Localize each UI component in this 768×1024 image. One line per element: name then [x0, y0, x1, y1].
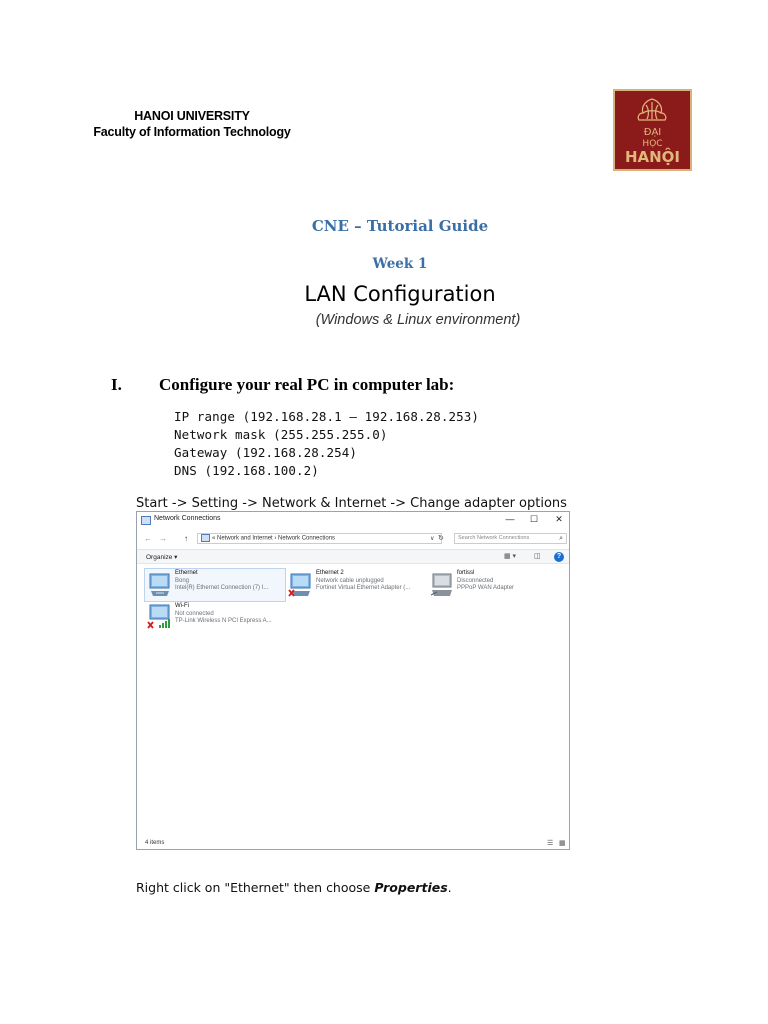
- connection-adapter: TP-Link Wireless N PCI Express A...: [175, 618, 272, 624]
- university-name: HANOI UNIVERSITY: [134, 109, 250, 123]
- wifi-icon: [147, 604, 173, 630]
- instruction-suffix: .: [447, 880, 452, 895]
- spec-ip-range: IP range (192.168.28.1 – 192.168.28.253): [174, 409, 480, 424]
- connection-fortissl[interactable]: [427, 569, 567, 601]
- up-button[interactable]: ↑: [184, 534, 188, 543]
- maximize-button[interactable]: ☐: [529, 514, 539, 524]
- connection-status: Disconnected: [457, 577, 494, 584]
- connection-name: Ethernet: [175, 570, 198, 576]
- connection-status: Bong: [175, 577, 190, 584]
- connection-adapter: Intel(R) Ethernet Connection (7) I...: [175, 585, 269, 591]
- back-button[interactable]: ←: [144, 534, 152, 543]
- search-input[interactable]: [454, 533, 567, 544]
- instruction-prefix: Right click on "Ethernet" then choose: [136, 880, 375, 895]
- page-title: LAN Configuration: [304, 282, 496, 306]
- connection-status: Not connected: [175, 610, 214, 617]
- settings-path: Start -> Setting -> Network & Internet -> Change adapter options: [136, 496, 567, 511]
- window-title: Network Connections: [154, 515, 221, 522]
- minimize-button[interactable]: —: [505, 514, 515, 524]
- command-bar: [137, 549, 569, 564]
- close-button[interactable]: ✕: [555, 514, 563, 524]
- spec-dns: DNS (192.168.100.2): [174, 463, 319, 478]
- ethernet-icon: [288, 571, 314, 597]
- section-number: I.: [111, 375, 122, 394]
- forward-button[interactable]: →: [159, 534, 167, 543]
- connection-status: Network cable unplugged: [316, 577, 384, 584]
- university-logo: [613, 89, 692, 171]
- connection-ethernet-2[interactable]: [286, 569, 426, 601]
- search-placeholder: Search Network Connections: [458, 535, 530, 541]
- section-title: Configure your real PC in computer lab:: [159, 375, 455, 394]
- week-label: Week 1: [372, 256, 428, 272]
- address-bar-row: [137, 531, 569, 546]
- item-count: 4 items: [145, 840, 165, 846]
- network-connections-window: [136, 511, 570, 850]
- spec-gateway: Gateway (192.168.28.254): [174, 445, 358, 460]
- ethernet-icon: [147, 571, 173, 597]
- guide-title: CNE – Tutorial Guide: [311, 217, 489, 235]
- change-view-button[interactable]: ▦ ▾: [504, 553, 517, 560]
- breadcrumb: « Network and Internet › Network Connections: [212, 535, 336, 542]
- connection-text: [175, 603, 272, 626]
- search-icon[interactable]: ⌕: [559, 535, 563, 542]
- help-button[interactable]: ?: [554, 552, 564, 562]
- refresh-button[interactable]: ↻: [438, 535, 444, 542]
- connection-ethernet[interactable]: [145, 569, 285, 601]
- details-view-button[interactable]: ☰: [547, 840, 554, 847]
- connection-wifi[interactable]: [145, 602, 285, 634]
- logo-text-hoc: HỌC: [642, 139, 663, 149]
- page-subtitle: (Windows & Linux environment): [315, 312, 521, 328]
- spec-network-mask: Network mask (255.255.255.0): [174, 427, 388, 442]
- logo-text-hanoi: HANỘI: [624, 148, 681, 166]
- error-x-icon: [148, 622, 153, 628]
- folder-icon: [201, 534, 210, 542]
- instruction-emphasis: Properties: [374, 880, 448, 895]
- connection-name: Wi-Fi: [175, 603, 189, 609]
- organize-menu[interactable]: Organize ▾: [146, 554, 178, 561]
- faculty-name: Faculty of Information Technology: [93, 125, 291, 139]
- connection-text: [316, 570, 410, 593]
- address-bar[interactable]: [197, 533, 442, 544]
- title-bar: [137, 512, 569, 529]
- connection-text: [175, 570, 268, 593]
- instruction-text: [136, 880, 452, 895]
- large-icons-view-button[interactable]: ▦: [559, 840, 566, 847]
- connection-adapter: Fortinet Virtual Ethernet Adapter (...: [316, 585, 411, 591]
- logo-text-dai: ĐẠI: [643, 127, 662, 138]
- vpn-icon: [429, 571, 455, 597]
- connection-name: fortissl: [457, 570, 475, 576]
- address-dropdown-button[interactable]: ∨: [430, 536, 435, 542]
- connection-adapter: PPPoP WAN Adapter: [457, 585, 515, 591]
- connection-name: Ethernet 2: [316, 570, 344, 576]
- network-connections-icon: [141, 516, 151, 525]
- connection-text: [457, 570, 514, 593]
- preview-pane-button[interactable]: ◫: [534, 553, 541, 560]
